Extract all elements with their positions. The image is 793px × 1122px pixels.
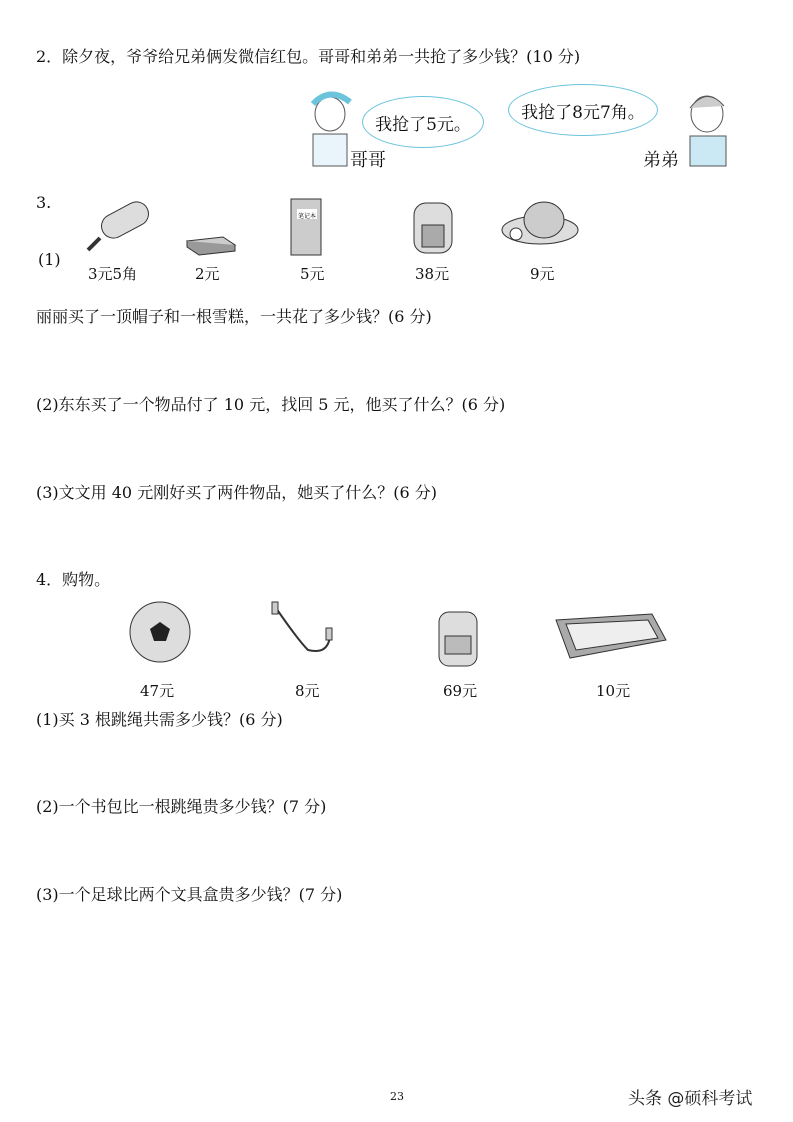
price-pencil-case: 10元 (596, 682, 631, 700)
price-ice-cream: 3元5角 (88, 265, 138, 283)
soccer-ball-icon (127, 600, 193, 664)
price-schoolbag: 69元 (443, 682, 478, 700)
price-eraser: 2元 (195, 265, 220, 283)
hat-icon (500, 198, 580, 258)
page-number: 23 (390, 1090, 404, 1103)
question-4-3: (3)一个足球比两个文具盒贵多少钱？(7 分) (36, 885, 343, 904)
watermark: 头条 @硕科考试 (628, 1089, 753, 1109)
speech-bubble-right: 我抢了8元7角。 (508, 84, 658, 136)
ice-cream-bar-icon (80, 198, 152, 258)
price-backpack: 38元 (415, 265, 450, 283)
question-4-title: 4．购物。 (36, 570, 111, 589)
schoolbag-icon (433, 600, 483, 670)
question-4-2: (2)一个书包比一根跳绳贵多少钱？(7 分) (36, 797, 327, 816)
question-3-label: 3. (36, 193, 52, 212)
backpack-icon (408, 195, 458, 257)
question-3-3: (3)文文用 40 元刚好买了两件物品，她买了什么？(6 分) (36, 483, 437, 502)
notebook-cover-text: 笔记本 (298, 213, 317, 220)
notebook-icon (287, 197, 325, 257)
pencil-case-icon (552, 610, 670, 662)
price-hat: 9元 (530, 265, 555, 283)
question-4-1: (1)买 3 根跳绳共需多少钱？(6 分) (36, 710, 283, 729)
older-brother-label: 哥哥 (350, 150, 386, 171)
question-3-2: (2)东东买了一个物品付了 10 元，找回 5 元，他买了什么？(6 分) (36, 395, 506, 414)
eraser-icon (183, 233, 238, 258)
jump-rope-icon (268, 600, 340, 660)
price-jump-rope: 8元 (295, 682, 320, 700)
price-notebook: 5元 (300, 265, 325, 283)
question-3-sub1-label: (1) (38, 250, 61, 269)
older-brother-illustration (305, 84, 355, 169)
question-2: 2．除夕夜，爷爷给兄弟俩发微信红包。哥哥和弟弟一共抢了多少钱？(10 分) (36, 47, 581, 66)
younger-brother-illustration (680, 86, 735, 171)
price-soccer-ball: 47元 (140, 682, 175, 700)
younger-brother-label: 弟弟 (643, 150, 679, 171)
speech-bubble-left: 我抢了5元。 (362, 96, 484, 148)
question-3-1: 丽丽买了一顶帽子和一根雪糕，一共花了多少钱？(6 分) (36, 307, 432, 326)
